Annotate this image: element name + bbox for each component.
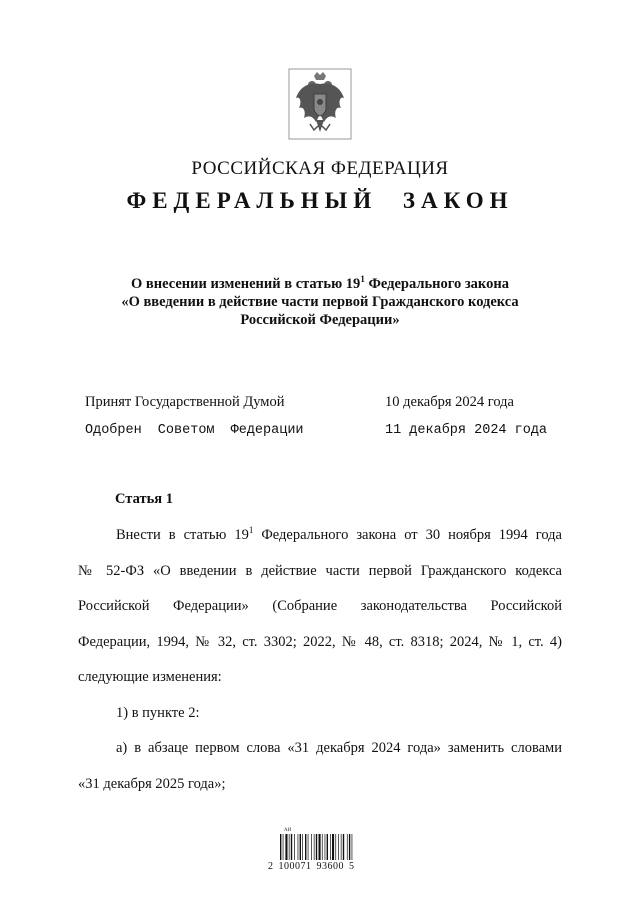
header-country: РОССИЙСКАЯ ФЕДЕРАЦИЯ — [191, 158, 449, 179]
paragraph-line: Внести в статью 19$^1$ Федерального закона от 30 ноября 1994 года — [116, 525, 562, 543]
article-title: Статья 1 — [115, 491, 173, 507]
law-title — [80, 275, 560, 329]
paragraph-line: № 52-ФЗ «О введении в действие части первой Гражданского кодекса — [78, 563, 562, 579]
list-item: а) в абзаце первом слова «31 декабря 2024 года» заменить словами — [116, 740, 562, 756]
council-date: 11 декабря 2024 года — [385, 423, 548, 438]
svg-text:АИ: АИ — [284, 828, 292, 833]
law-title-line-2: «О введении в действие части первой Гражданского кодекса — [121, 294, 519, 310]
law-title-line-1: О внесении изменений в статью 19$^1$ Федерального закона — [131, 274, 509, 292]
council-label: Одобрен Советом Федерации — [85, 423, 304, 438]
barcode-icon — [270, 825, 370, 865]
barcode-number: 2 100071 93600 5 — [268, 861, 355, 872]
paragraph-line: следующие изменения: — [78, 669, 222, 685]
coat-of-arms-icon — [288, 68, 352, 140]
paragraph-line: «31 декабря 2025 года»; — [78, 776, 226, 792]
paragraph-line: Федерации, 1994, № 32, ст. 3302; 2022, № 48, ст. 8318; 2024, № 1, ст. 4) — [78, 634, 562, 650]
list-item: 1) в пункте 2: — [116, 705, 200, 721]
paragraph-line: Российской Федерации» (Собрание законодательства Российской — [78, 598, 562, 614]
document-type-title: ФЕДЕРАЛЬНЫЙ ЗАКОН — [126, 188, 514, 213]
duma-label: Принят Государственной Думой — [85, 394, 285, 410]
duma-date: 10 декабря 2024 года — [385, 394, 514, 410]
law-title-line-3: Российской Федерации» — [240, 312, 400, 328]
